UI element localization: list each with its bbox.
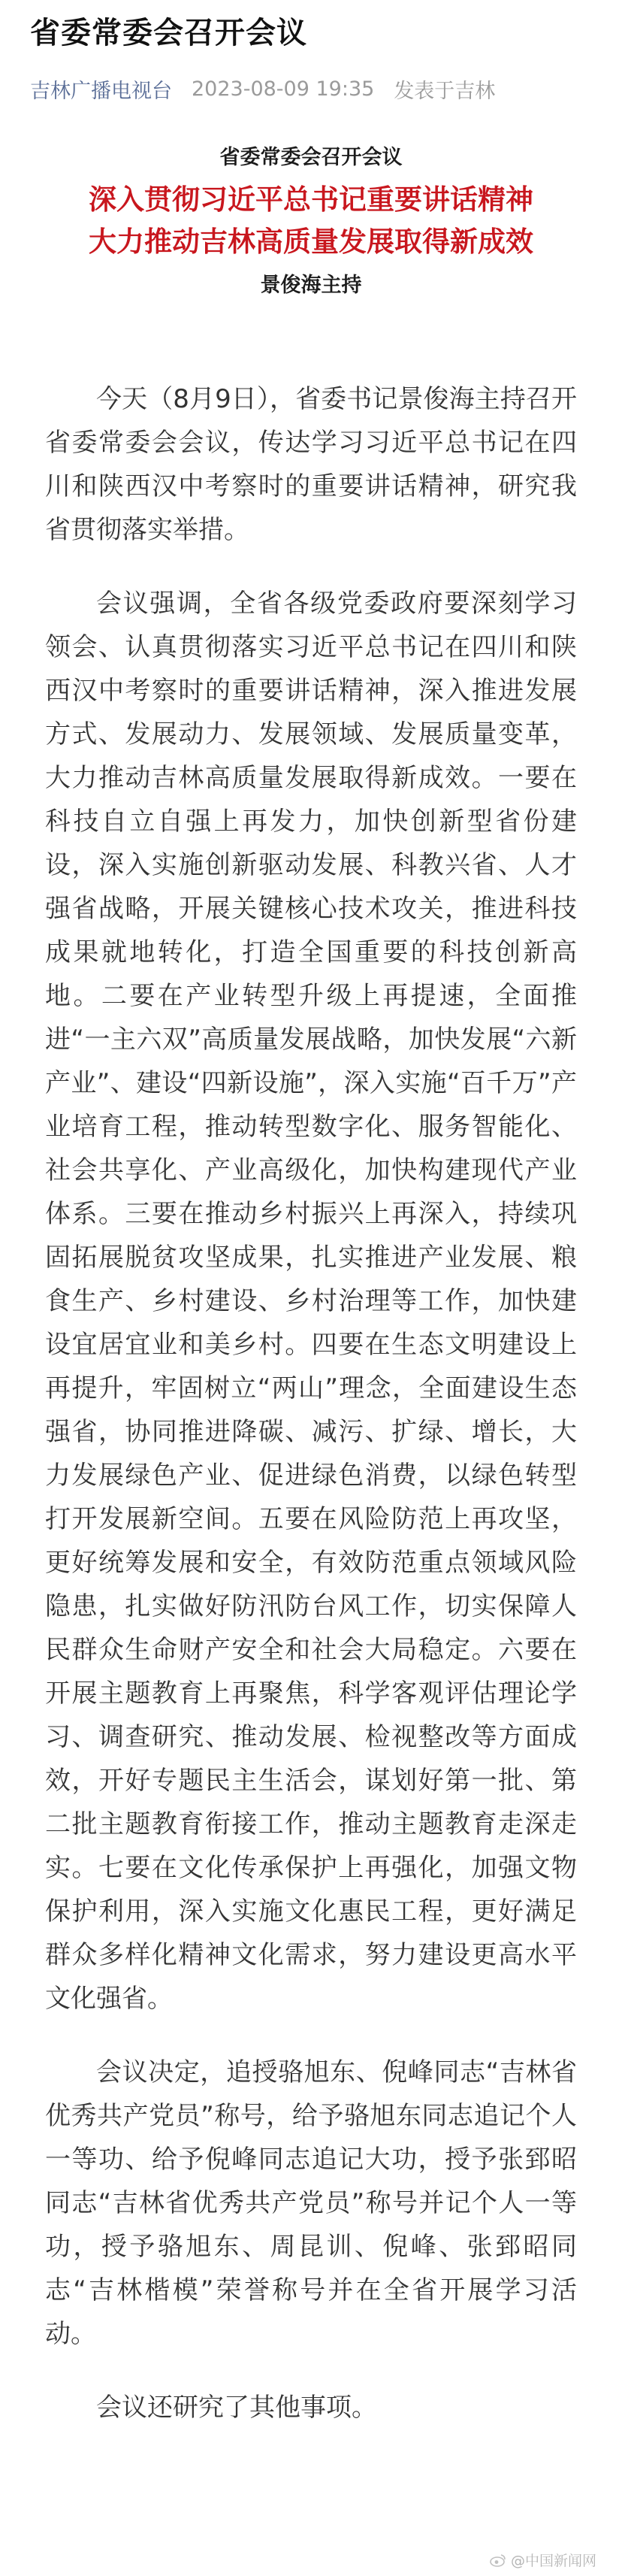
headline-top-label: 省委常委会召开会议	[219, 146, 403, 169]
headline-main-2: 大力推动吉林高质量发展取得新成效	[89, 225, 533, 258]
watermark-text: @中国新闻网	[510, 2553, 596, 2569]
paragraph: 会议决定，追授骆旭东、倪峰同志“吉林省优秀共产党员”称号，给予骆旭东同志追记个人一等功、给予倪峰同志追记大功，授予张郅昭同志“吉林省优秀共产党员”称号并记个人一等功，授予骆旭东、周昆训、倪峰、张郅昭同志“吉林楷模”荣誉称号并在全省开展学习活动。	[45, 2057, 577, 2349]
paragraph: 会议强调，全省各级党委政府要深刻学习领会、认真贯彻落实习近平总书记在四川和陕西汉中考察时的重要讲话精神，深入推进发展方式、发展动力、发展领域、发展质量变革，大力推动吉林高质量发展取得新成效。一要在科技自立自强上再发力，加快创新型省份建设，深入实施创新驱动发展、科教兴省、人才强省战略，开展关键核心技术攻关，推进科技成果就地转化，打造全国重要的科技创新高地。二要在产业转型升级上再提速，全面推进“一主六双”高质量发展战略，加快发展“六新产业”、建设“四新设施”，深入实施“百千万”产业培育工程，推动转型数字化、服务智能化、社会共享化、产业高级化，加快构建现代产业体系。三要在推动乡村振兴上再深入，持续巩固拓展脱贫攻坚成果，扎实推进产业发展、粮食生产、乡村建设、乡村治理等工作，加快建设宜居宜业和美乡村。四要在生态文明建设上再提升，牢固树立“两山”理念，全面建设生态强省，协同推进降碳、减污、扩绿、增长，大力发展绿色产业、促进绿色消费，以绿色转型打开发展新空间。五要在风险防范上再攻坚，更好统筹发展和安全，有效防范重点领域风险隐患，扎实做好防汛防台风工作，切实保障人民群众生命财产安全和社会大局稳定。六要在开展主题教育上再聚焦，科学客观评估理论学习、调查研究、推动发展、检视整改等方面成效，开好专题民主生活会，谋划好第一批、第二批主题教育衔接工作，推动主题教育走深走实。七要在文化传承保护上再强化，加强文物保护利用，深入实施文化惠民工程，更好满足群众多样化精神文化需求，努力建设更高水平文化强省。	[45, 589, 577, 2014]
source-link[interactable]: 吉林广播电视台	[30, 79, 172, 103]
watermark	[490, 2550, 596, 2570]
headline-host: 景俊海主持	[260, 274, 362, 297]
publish-time: 2023-08-09 19:35	[192, 77, 375, 101]
headline-main-1: 深入贯彻习近平总书记重要讲话精神	[89, 183, 533, 216]
paragraph: 会议还研究了其他事项。	[96, 2393, 377, 2423]
article-body	[45, 377, 577, 2459]
paragraph: 今天（8月9日），省委书记景俊海主持召开省委常委会会议，传达学习习近平总书记在四川和陕西汉中考察时的重要讲话精神，研究我省贯彻落实举措。	[45, 384, 577, 545]
article-meta	[30, 74, 495, 104]
weibo-icon	[490, 2553, 506, 2567]
headline-card	[0, 143, 622, 346]
publish-location: 发表于吉林	[394, 79, 496, 103]
article-title: 省委常委会召开会议	[30, 16, 307, 50]
